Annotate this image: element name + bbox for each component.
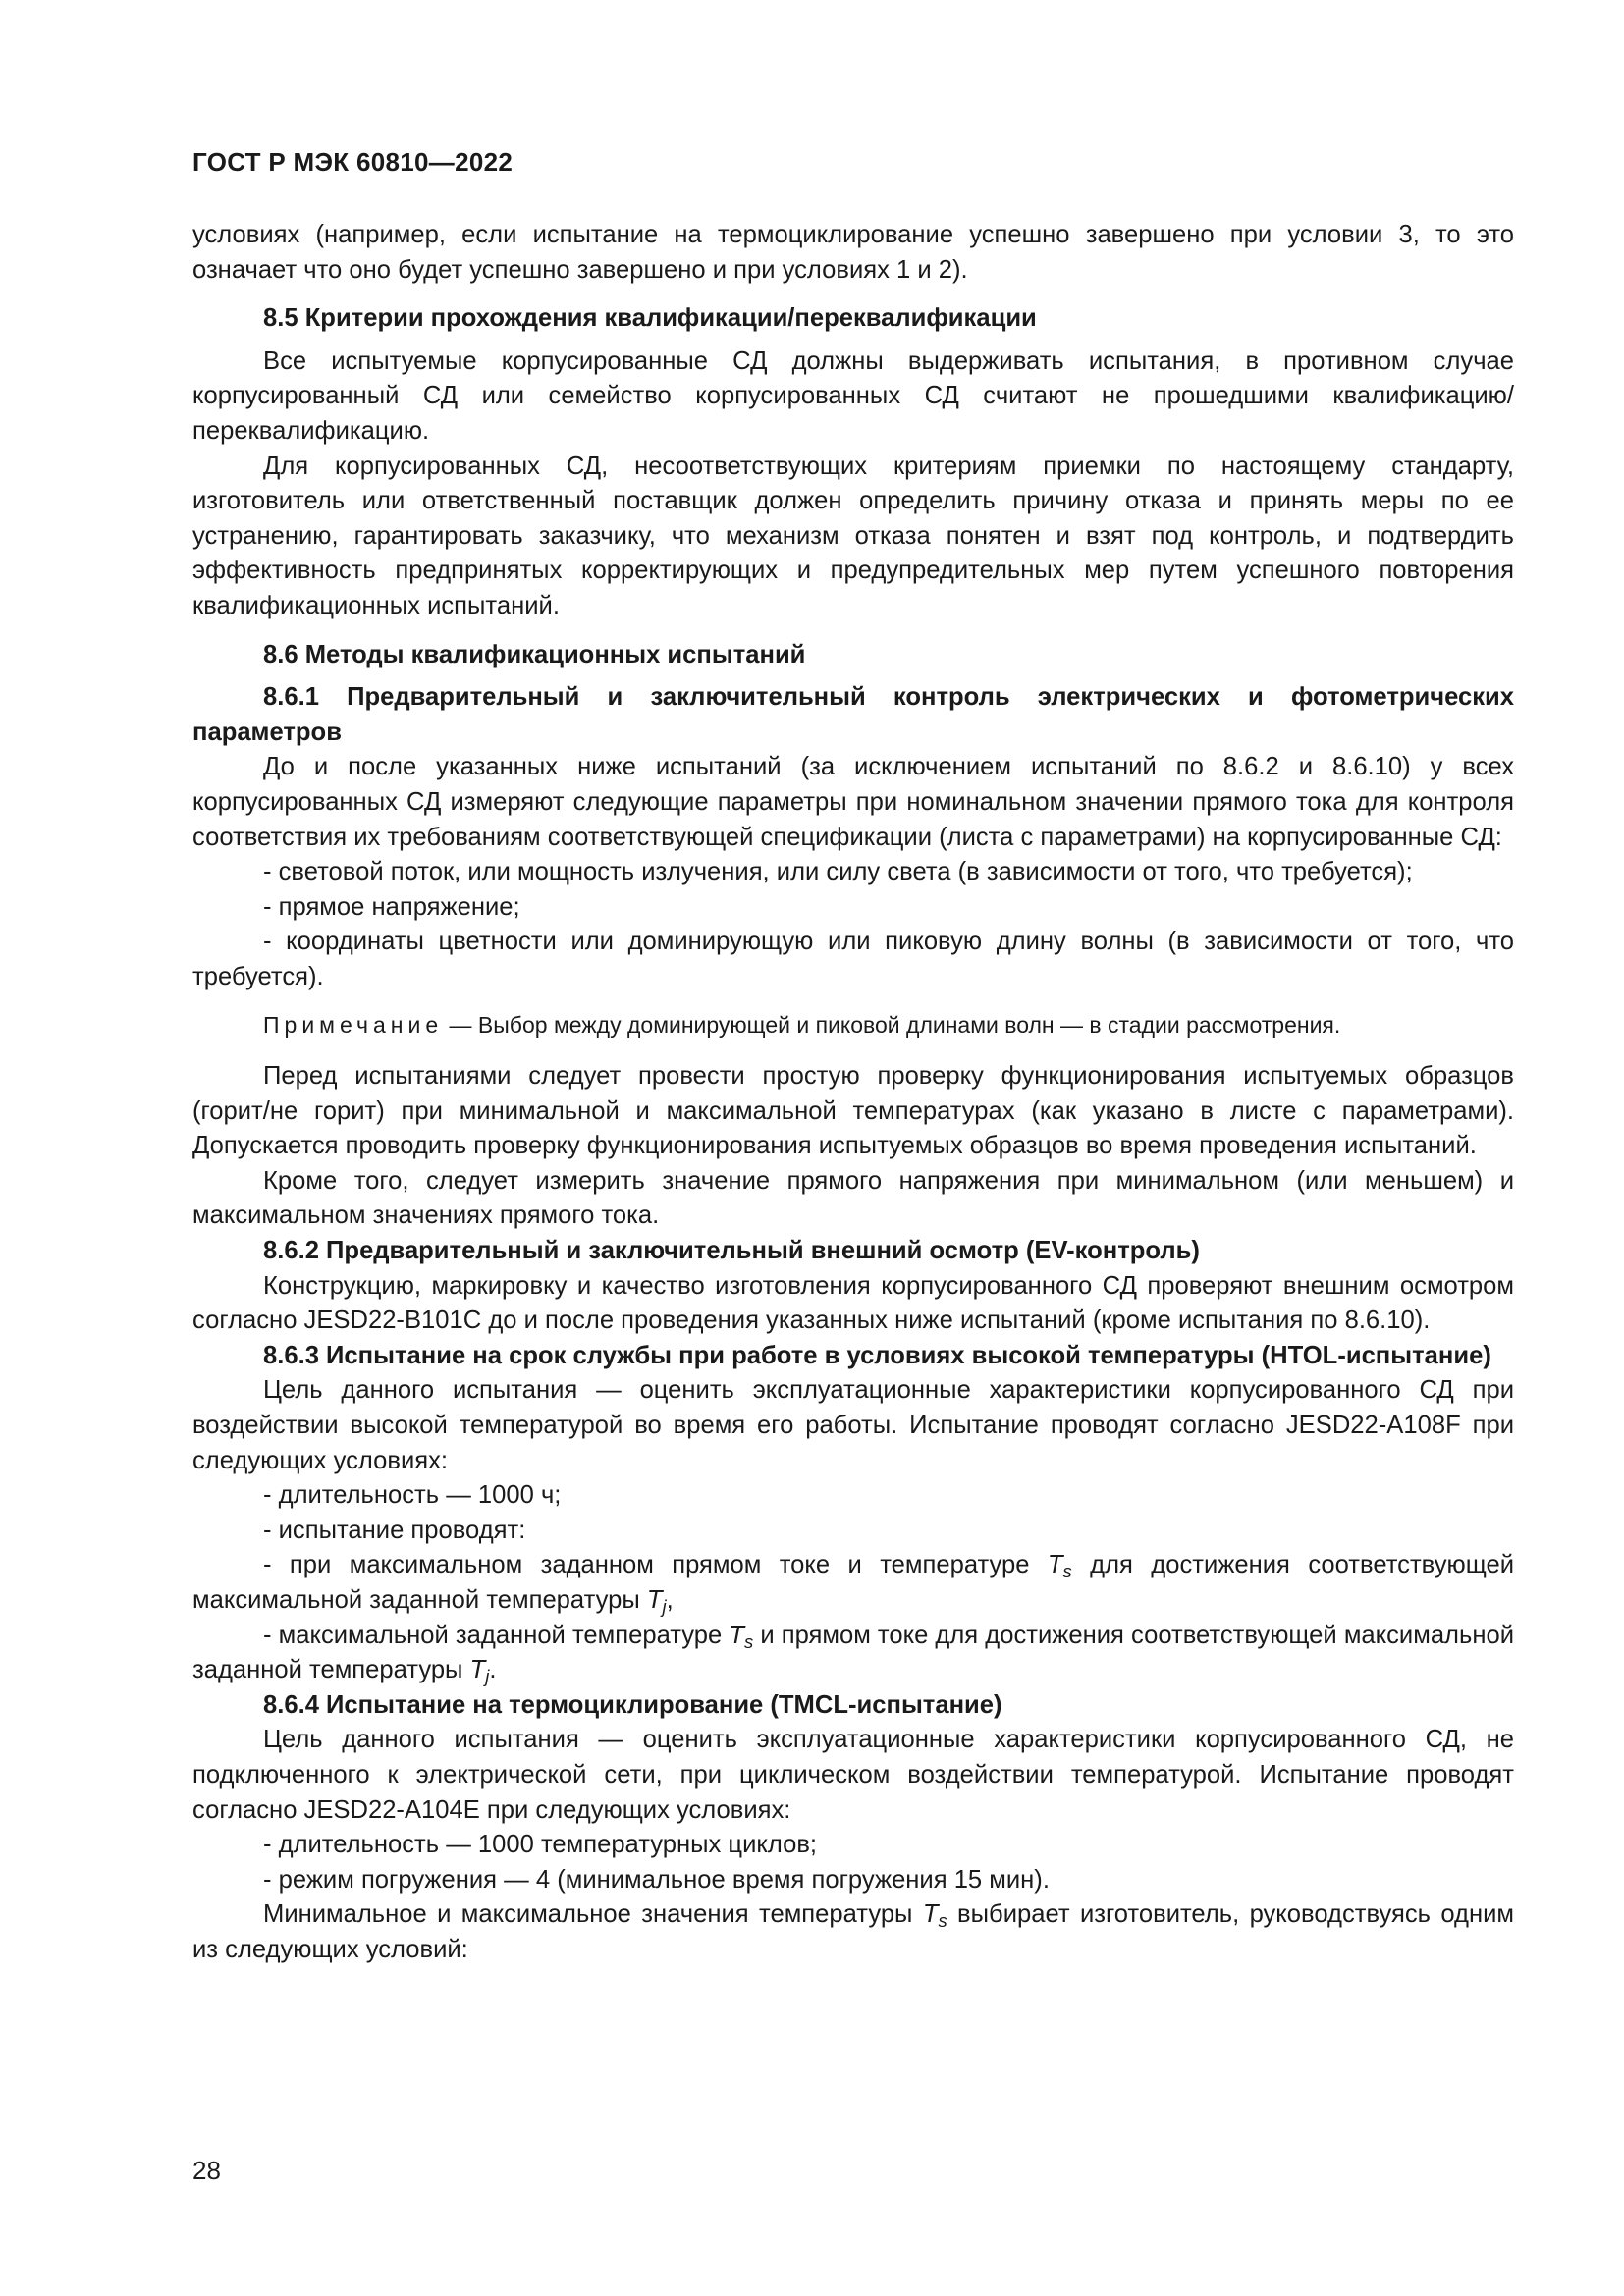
paragraph: Цель данного испытания — оценить эксплуатационные характеристики корпусированного СД, не подключенного к электрической сети, при циклическом воздействии температурой. Испытание проводят согласно JESD22-A104E при следующих условиях:: [192, 1726, 1514, 1824]
subscript-j: j: [662, 1596, 667, 1618]
paragraph: Конструкцию, маркировку и качество изготовления корпусированного СД проверяют внешним осмотром согласно JESD22-B101C до и после проведения указанных ниже испытаний (кроме испытания по 8.6.10).: [192, 1271, 1514, 1335]
list-item: - длительность — 1000 температурных циклов;: [263, 1831, 818, 1859]
document-header: ГОСТ Р МЭК 60810—2022: [192, 147, 514, 177]
section-heading-8-6-1: 8.6.1 Предварительный и заключительный контроль электрических и фотометрических параметров: [192, 683, 1514, 746]
text-run: Минимальное и максимальное значения температуры: [263, 1900, 923, 1929]
section-heading-8-5: 8.5 Критерии прохождения квалификации/переквалификации: [263, 304, 1037, 333]
section-heading-8-6: 8.6 Методы квалификационных испытаний: [263, 640, 806, 668]
symbol-T: T: [469, 1656, 486, 1684]
symbol-T: T: [729, 1621, 744, 1649]
paragraph: Все испытуемые корпусированные СД должны выдерживать испытания, в противном случае корпусированный СД или семейство корпусированных СД считают не прошедшими квалификацию/переквалификацию.: [192, 347, 1514, 445]
section-heading-8-6-2: 8.6.2 Предварительный и заключительный внешний осмотр (EV-контроль): [263, 1237, 1200, 1265]
paragraph: условиях (например, если испытание на термоциклирование успешно завершено при условии 3, то это означает что оно будет успешно завершено и при условиях 1 и 2).: [192, 221, 1514, 284]
text-run: - максимальной заданной температуре: [263, 1621, 730, 1649]
paragraph: Цель данного испытания — оценить эксплуатационные характеристики корпусированного СД при воздействии высокой температурой во время его работы. Испытание проводят согласно JESD22-A108F при следующих условиях:: [192, 1376, 1514, 1474]
list-item: - испытание проводят:: [263, 1516, 526, 1544]
text-run: и прямом токе для достижения соответствующей максимальной заданной температуры: [192, 1621, 1514, 1684]
symbol-T: T: [646, 1585, 663, 1614]
document-body: [192, 218, 1514, 1968]
page-number: 28: [192, 2156, 221, 2185]
paragraph: [192, 1897, 1514, 1967]
subscript-s: s: [938, 1910, 947, 1932]
list-item: - координаты цветности или доминирующую или пиковую длину волны (в зависимости от того, что требуется).: [192, 928, 1514, 990]
subscript-s: s: [743, 1630, 754, 1652]
note: [192, 1008, 1514, 1043]
note-text: — Выбор между доминирующей и пиковой длинами волн — в стадии рассмотрения.: [443, 1012, 1341, 1039]
list-item: [192, 1619, 1514, 1688]
paragraph: До и после указанных ниже испытаний (за исключением испытаний по 8.6.2 и 8.6.10) у всех корпусированных СД измеряют следующие параметры при номинальном значении прямого тока для контроля соответствия их требованиям соответствующей спецификации (листа с параметрами) на корпусированные СД:: [192, 753, 1514, 851]
text-run: для достижения соответствующей максимальной заданной температуры: [192, 1551, 1515, 1614]
symbol-T: T: [1047, 1551, 1063, 1579]
list-item: - прямое напряжение;: [263, 892, 520, 921]
paragraph: Перед испытаниями следует провести простую проверку функционирования испытуемых образцов (горит/не горит) при минимальной и максимальной температурах (как указано в листе с параметрами). Допускается проводить проверку функционирования испытуемых образцов во время проведения испытаний.: [192, 1062, 1514, 1160]
paragraph: Для корпусированных СД, несоответствующих критериям приемки по настоящему стандарту, изготовитель или ответственный поставщик должен определить причину отказа и принять меры по ее устранению, гарантировать заказчику, что механизм отказа понятен и взят под контроль, и подтвердить эффективность предпринятых корректирующих и предупредительных мер путем успешного повторения квалификационных испытаний.: [192, 452, 1514, 619]
list-item: - длительность — 1000 ч;: [263, 1481, 562, 1510]
section-heading-8-6-3: 8.6.3 Испытание на срок службы при работе в условиях высокой температуры (HTOL-испытание): [263, 1341, 1491, 1369]
subscript-s: s: [1062, 1561, 1072, 1582]
note-label: Примечание: [263, 1012, 444, 1039]
text-run: выбирает изготовитель, руководствуясь одним из следующих условий:: [192, 1900, 1514, 1963]
subscript-j: j: [485, 1666, 490, 1687]
list-item: - световой поток, или мощность излучения, или силу света (в зависимости от того, что требуется);: [263, 858, 1413, 886]
list-item: - режим погружения — 4 (минимальное время погружения 15 мин).: [263, 1865, 1050, 1894]
punctuation: .: [489, 1656, 497, 1684]
text-run: - при максимальном заданном прямом токе и температуре: [263, 1551, 1048, 1579]
punctuation: ,: [666, 1585, 674, 1614]
list-item: [192, 1548, 1514, 1618]
paragraph: Кроме того, следует измерить значение прямого напряжения при минимальном (или меньшем) и максимальном значениях прямого тока.: [192, 1166, 1514, 1230]
symbol-T: T: [922, 1900, 939, 1929]
section-heading-8-6-4: 8.6.4 Испытание на термоциклирование (TMCL-испытание): [263, 1690, 1002, 1719]
